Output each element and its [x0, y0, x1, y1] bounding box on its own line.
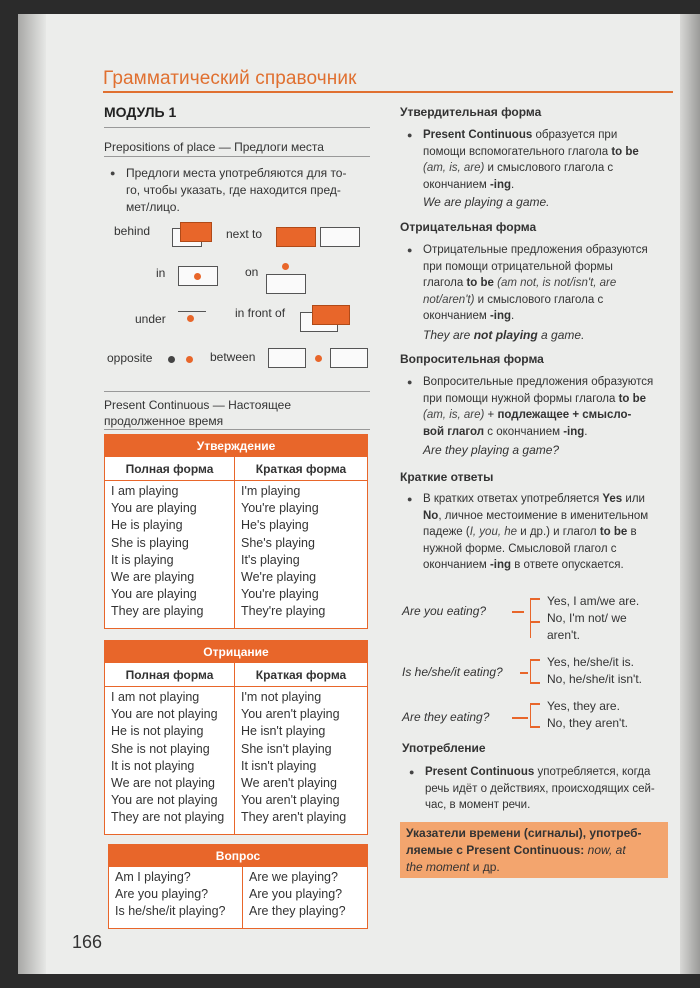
term: Present Continuous [423, 129, 533, 141]
text-line [423, 508, 665, 525]
text-line [406, 842, 662, 859]
page-edge [680, 14, 700, 974]
text-line: речь идёт о действиях, происходящих сей- [425, 782, 655, 795]
bracket [530, 659, 540, 661]
text: окончанием [423, 178, 490, 191]
text: They are [423, 328, 474, 342]
present-continuous-title [104, 397, 291, 429]
form: He isn't playing [241, 724, 326, 739]
bracket [530, 703, 540, 705]
form: Am I playing? [115, 870, 191, 884]
term: (am, is, are) [423, 409, 485, 421]
short-forms-cell [235, 687, 368, 835]
short-answers-heading: Краткие ответы [400, 470, 494, 484]
term: Present Continuous [425, 766, 535, 778]
form: You are playing [111, 587, 197, 602]
question-forms-cell [243, 867, 368, 929]
form: Are you playing? [115, 887, 209, 902]
question-form-heading: Вопросительная форма [400, 352, 544, 366]
term: not/aren't) [423, 293, 475, 306]
answer-yes: Yes, they are. [547, 699, 620, 713]
negative-form-text [423, 242, 665, 325]
form: You are not playing [111, 707, 218, 722]
term: not playing [473, 328, 538, 342]
text-line: ● Отрицательные предложения образуются [423, 244, 648, 256]
table-title: Утверждение [105, 435, 368, 457]
form: He's playing [241, 518, 309, 533]
ball-illustration [168, 356, 175, 363]
form: You are playing [111, 501, 197, 516]
form: She's playing [241, 535, 315, 550]
column-header: Краткая форма [235, 663, 368, 687]
term: Yes [602, 493, 623, 505]
form: It's playing [241, 552, 300, 567]
form: They are playing [111, 604, 204, 619]
form: She is not playing [111, 741, 210, 756]
text: . [584, 425, 588, 438]
text: падеже ( [423, 526, 470, 538]
form: Are we playing? [249, 870, 338, 884]
text-line: мет/лицо. [126, 200, 180, 214]
text: , личное местоимение в именительном [438, 509, 649, 522]
form: I am not playing [111, 690, 200, 704]
question-form-text [423, 374, 665, 440]
qa-answers [547, 654, 642, 688]
text-line [423, 160, 665, 177]
term: -ing [489, 310, 512, 322]
term: the moment [406, 860, 470, 874]
divider [104, 156, 370, 157]
short-forms-cell [235, 481, 368, 629]
term: to be [599, 526, 628, 538]
form: You aren't playing [241, 707, 340, 722]
text-line [423, 275, 665, 292]
term: (am not, is not/isn't, are [493, 277, 617, 289]
text: В кратких ответах употребляется [423, 493, 603, 505]
ball-illustration [315, 355, 322, 362]
text-line [423, 177, 665, 194]
text: глагола [423, 277, 467, 289]
usage-heading: Употребление [402, 741, 486, 755]
text: a game. [537, 328, 585, 342]
bracket [512, 611, 524, 613]
ball-illustration [187, 315, 194, 322]
form: It is playing [111, 552, 174, 567]
form: We are playing [111, 570, 195, 585]
text: образуется при [532, 129, 618, 141]
bracket [530, 703, 531, 727]
affirmative-table [104, 434, 368, 629]
page-number: 166 [72, 932, 103, 952]
short-answers-text [423, 491, 665, 574]
answer-no: No, they aren't. [547, 716, 628, 730]
example-sentence [423, 328, 584, 342]
label-between: between [210, 350, 256, 364]
text: с окончанием [484, 425, 564, 438]
bracket [530, 621, 540, 623]
text-line [406, 859, 662, 876]
term: now, at [587, 843, 626, 857]
answer-no: No, he/she/it isn't. [547, 672, 643, 686]
form: I'm playing [241, 484, 301, 498]
full-forms-cell [105, 687, 235, 835]
text: при помощи нужной формы глагола [423, 392, 619, 405]
text-line: при помощи отрицательной формы [423, 260, 613, 273]
module-heading: МОДУЛЬ 1 [104, 104, 177, 120]
form: I'm not playing [241, 690, 322, 704]
text-line: ● Вопросительные предложения образуются [423, 376, 654, 388]
form: You are not playing [111, 793, 218, 808]
prepositions-bullet [126, 165, 371, 216]
bracket [530, 659, 531, 683]
ball-illustration [194, 273, 201, 280]
label-behind: behind [114, 224, 151, 238]
text-line: Present Continuous — Настоящее [104, 398, 292, 412]
term: вой глагол [423, 425, 485, 438]
qa-question: Are they eating? [402, 710, 490, 724]
text: в [627, 526, 637, 538]
page-title: Грамматический справочник [103, 68, 357, 89]
term: (am, is, are) [423, 162, 485, 174]
form: I am playing [111, 484, 179, 498]
qa-question: Is he/she/it eating? [402, 665, 503, 679]
answer-no: aren't. [547, 628, 580, 642]
text-line [423, 292, 665, 309]
form: Is he/she/it playing? [115, 904, 226, 919]
text: употребляется, когда [534, 766, 651, 778]
form: They are not playing [111, 810, 225, 825]
term: to be [618, 392, 647, 405]
box-illustration [268, 348, 306, 368]
form: Are you playing? [249, 887, 343, 902]
box-illustration [266, 274, 306, 294]
term: No [423, 509, 439, 522]
text: окончанием [423, 310, 490, 322]
text-line: ● Предлоги места употребляются для то- [126, 166, 347, 180]
text-line [423, 524, 665, 541]
text-line [423, 491, 665, 508]
form: It isn't playing [241, 758, 317, 773]
form: You aren't playing [241, 793, 340, 808]
qa-answers [547, 593, 639, 644]
bracket [530, 598, 531, 638]
text: и смыслового глагола с [474, 293, 604, 306]
text-line [423, 391, 665, 408]
text-line: продолженное время [104, 414, 224, 428]
text-line [425, 764, 665, 781]
form: She is playing [111, 535, 189, 550]
label-on: on [245, 265, 259, 279]
form: He is playing [111, 518, 183, 533]
text: + [484, 409, 498, 421]
qa-answers [547, 698, 628, 732]
label-in: in [156, 266, 166, 280]
example-sentence: We are playing a game. [423, 195, 550, 209]
text-line: час, в момент речи. [425, 799, 531, 811]
example-sentence: Are they playing a game? [423, 443, 560, 457]
label-next-to: next to [226, 227, 263, 241]
text-line [423, 407, 665, 424]
text: в ответе опускается. [511, 559, 624, 571]
form: You're playing [241, 501, 319, 516]
term: Present Continuous [466, 843, 581, 857]
text-line: Указатели времени (сигналы), употреб- [406, 826, 642, 840]
answer-no: No, I'm not/ we [547, 611, 627, 625]
column-header: Полная форма [105, 663, 235, 687]
full-forms-cell [105, 481, 235, 629]
text-line [423, 557, 665, 574]
qa-question: Are you eating? [402, 604, 487, 618]
form: We aren't playing [241, 776, 337, 791]
text: . [511, 178, 515, 191]
usage-text [425, 764, 665, 814]
form: We are not playing [111, 776, 215, 791]
answer-yes: Yes, he/she/it is. [547, 655, 634, 669]
orange-box-illustration [180, 222, 212, 242]
bracket [520, 672, 528, 674]
bracket [530, 598, 540, 600]
divider [104, 429, 370, 430]
text-line [423, 127, 665, 144]
question-forms-cell [109, 867, 243, 929]
negative-table [104, 640, 368, 835]
divider [104, 391, 370, 392]
divider [104, 127, 370, 128]
bracket [512, 717, 528, 719]
time-signals-box [400, 822, 668, 878]
affirmative-form-text [423, 127, 665, 193]
ball-illustration [282, 263, 289, 270]
answer-yes: Yes, I am/we are. [547, 594, 640, 608]
bracket [530, 682, 540, 684]
box-illustration [178, 311, 206, 312]
form: It is not playing [111, 758, 195, 773]
column-header: Краткая форма [235, 457, 368, 481]
term: : [580, 843, 588, 857]
column-header: Полная форма [105, 457, 235, 481]
box-illustration [320, 227, 360, 247]
table-title: Отрицание [105, 641, 368, 663]
form: You're playing [241, 587, 319, 602]
form: Are they playing? [249, 904, 346, 919]
affirmative-form-heading: Утвердительная форма [400, 105, 542, 119]
text-line [423, 144, 665, 161]
text-line: нужной форме. Смысловой глагол с [423, 542, 617, 555]
text: и смыслового глагола с [484, 162, 614, 174]
table-title: Вопрос [109, 845, 368, 867]
page-gutter [18, 14, 46, 974]
text: и др.) и глагол [517, 526, 600, 538]
term: -ing [489, 559, 512, 571]
ball-illustration [186, 356, 193, 363]
form: They're playing [241, 604, 326, 619]
text: помощи вспомогательного глагола [423, 145, 612, 158]
term: to be [466, 277, 494, 289]
negative-form-heading: Отрицательная форма [400, 220, 537, 234]
label-opposite: opposite [107, 351, 153, 365]
prepositions-title: Prepositions of place — Предлоги места [104, 140, 324, 154]
text: окончанием [423, 559, 490, 571]
text: и др. [469, 860, 500, 874]
text: или [622, 493, 645, 505]
question-table [108, 844, 368, 929]
text-line [423, 424, 665, 441]
label-under: under [135, 312, 166, 326]
term: ляемые с [406, 843, 467, 857]
text-line: го, чтобы указать, где находится пред- [126, 183, 341, 197]
form: We're playing [241, 570, 317, 585]
form: They aren't playing [241, 810, 347, 825]
text-line [423, 308, 665, 325]
label-in-front-of: in front of [235, 306, 286, 320]
term: to be [611, 145, 639, 158]
orange-box-illustration [276, 227, 316, 247]
term: подлежащее + смысло- [497, 409, 632, 421]
term: -ing [563, 425, 585, 438]
title-underline [103, 91, 673, 93]
box-illustration [330, 348, 368, 368]
orange-box-illustration [312, 305, 350, 325]
bracket [530, 726, 540, 728]
form: She isn't playing [241, 741, 332, 756]
term: -ing [489, 178, 512, 191]
term: I, you, he [469, 526, 518, 538]
form: He is not playing [111, 724, 204, 739]
text: . [511, 310, 515, 322]
